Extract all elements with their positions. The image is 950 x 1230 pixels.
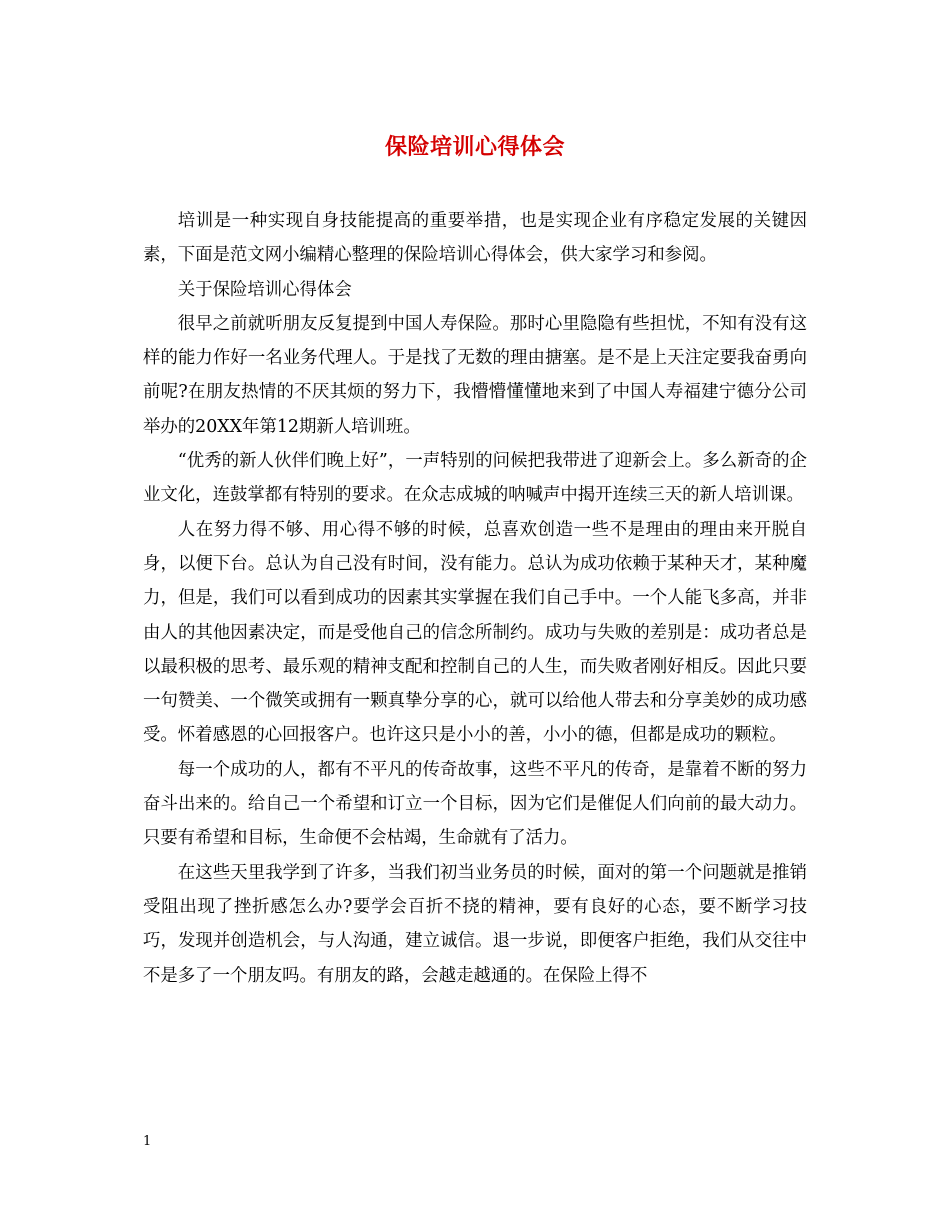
paragraph-intro: 培训是一种实现自身技能提高的重要举措，也是实现企业有序稳定发展的关键因素，下面是范文网小编精心整理的保险培训心得体会，供大家学习和参阅。: [143, 211, 807, 266]
paragraph-2: “优秀的新人伙伴们晚上好”，一声特别的问候把我带进了迎新会上。多么新奇的企业文化，连鼓掌都有特别的要求。在众志成城的呐喊声中揭开连续三天的新人培训课。: [143, 451, 807, 506]
paragraph-4: 每一个成功的人，都有不平凡的传奇故事，这些不平凡的传奇，是靠着不断的努力奋斗出来的。给自己一个希望和订立一个目标，因为它们是催促人们向前的最大动力。只要有希望和目标，生命便不会枯竭，生命就有了活力。: [143, 759, 807, 849]
paragraph-3: 人在努力得不够、用心得不够的时候，总喜欢创造一些不是理由的理由来开脱自身，以便下台。总认为自己没有时间，没有能力。总认为成功依赖于某种天才，某种魔力，但是，我们可以看到成功的因素其实掌握在我们自己手中。一个人能飞多高，并非由人的其他因素决定，而是受他自己的信念所制约。成功与失败的差别是：成功者总是以最积极的思考、最乐观的精神支配和控制自己的人生，而失败者刚好相反。因此只要一句赞美、一个微笑或拥有一颗真挚分享的心，就可以给他人带去和分享美妙的成功感受。怀着感恩的心回报客户。也许这只是小小的善，小小的德，但都是成功的颗粒。: [143, 519, 807, 746]
paragraph-5: 在这些天里我学到了许多，当我们初当业务员的时候，面对的第一个问题就是推销受阻出现了挫折感怎么办?要学会百折不挠的精神，要有良好的心态，要不断学习技巧，发现并创造机会，与人沟通，建立诚信。退一步说，即便客户拒绝，我们从交往中不是多了一个朋友吗。有朋友的路，会越走越通的。在保险上得不: [143, 862, 807, 986]
document-body: [143, 204, 807, 993]
page-number: 1: [143, 1134, 152, 1149]
document-title: 保险培训心得体会: [384, 135, 565, 160]
paragraph-subheading: 关于保险培训心得体会: [177, 279, 352, 300]
paragraph-1: 很早之前就听朋友反复提到中国人寿保险。那时心里隐隐有些担忧，不知有没有这样的能力作好一名业务代理人。于是找了无数的理由搪塞。是不是上天注定要我奋勇向前呢?在朋友热情的不厌其烦的努力下，我懵懵懂懂地来到了中国人寿福建宁德分公司举办的20XX年第12期新人培训班。: [143, 313, 807, 437]
